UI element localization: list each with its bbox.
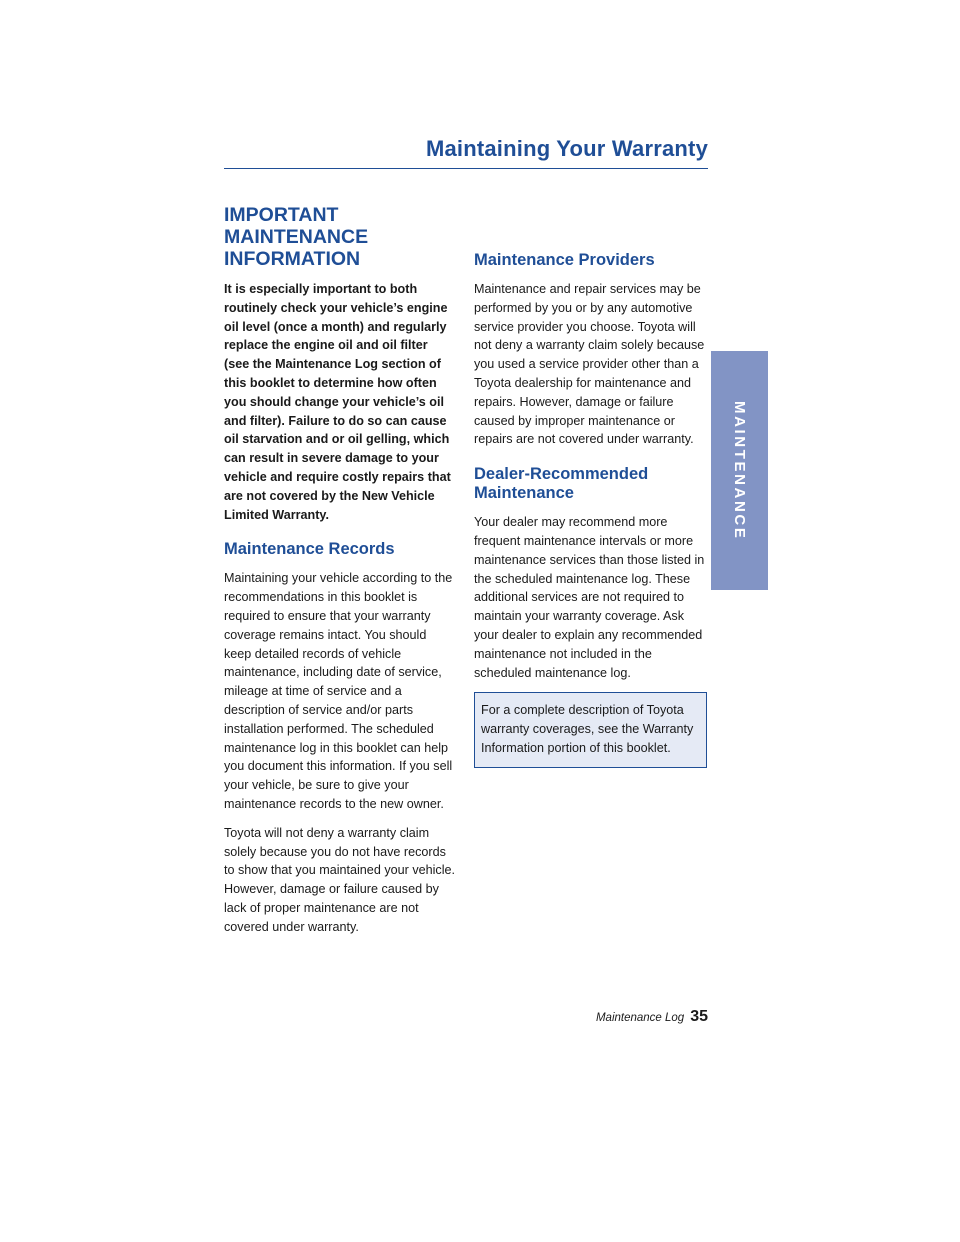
maintenance-section-tab-label: MAINTENANCE (731, 400, 748, 541)
warranty-info-callout: For a complete description of Toyota warranty coverages, see the Warranty Information portion of this booklet. (474, 692, 707, 767)
dealer-recommended-heading (474, 465, 706, 503)
page-number: 35 (690, 1008, 708, 1025)
dealer-recommended-heading-line2: Maintenance (474, 484, 574, 503)
maintenance-providers-heading: Maintenance Providers (474, 251, 655, 269)
important-maintenance-text: It is especially important to both routinely check your vehicle’s engine oil level (once a month) and regularly replace the engine oil and oil filter (see the Maintenance Log section of this booklet to determine how often you should change your vehicle’s oil and filter). Failure to do so can cause oil starvation and or oil gelling, which can result in severe damage to your vehicle and require costly repairs that are not covered by the New Vehicle Limited Warranty. (224, 282, 451, 522)
footer-section-label: Maintenance Log (595, 1012, 685, 1024)
page-title: Maintaining Your Warranty (425, 136, 708, 161)
maintenance-records-heading: Maintenance Records (224, 540, 395, 559)
dealer-recommended-paragraph: Your dealer may recommend more frequent maintenance intervals or more maintenance services than those listed in the scheduled maintenance log. These additional services are not required to maintain your warranty coverage. Ask your dealer to explain any recommended maintenance not included in the scheduled maintenance log. (474, 515, 705, 680)
dealer-recommended-heading-line1: Dealer-Recommended (474, 465, 649, 484)
left-column (224, 204, 456, 947)
important-maintenance-heading-line1: IMPORTANT MAINTENANCE (224, 204, 369, 248)
important-maintenance-heading (224, 204, 456, 270)
header-divider (224, 168, 708, 169)
right-column (474, 251, 706, 768)
page-footer (224, 1008, 708, 1026)
important-maintenance-heading-line2: INFORMATION (224, 248, 361, 270)
maintenance-records-paragraph-2: Toyota will not deny a warranty claim solely because you do not have records to show that you maintained your vehicle. However, damage or failure caused by lack of proper maintenance are not covered under warranty. (224, 825, 456, 934)
maintenance-section-tab (711, 351, 768, 590)
maintenance-providers-paragraph: Maintenance and repair services may be performed by you or by any automotive service provider you choose. Toyota will not deny a warranty claim solely because you used a service provider other than a Toyota dealership for maintenance and repairs. However, damage or failure caused by improper maintenance or repairs are not covered under warranty. (474, 282, 705, 447)
maintenance-records-paragraph-1: Maintaining your vehicle according to the recommendations in this booklet is required to ensure that your warranty coverage remains intact. You should keep detailed records of vehicle maintenance, including date of service, mileage at time of service and a description of service and/or parts installation performed. The scheduled maintenance log in this booklet can help you document this information. If you sell your vehicle, be sure to give your maintenance records to the new owner. (224, 571, 453, 811)
